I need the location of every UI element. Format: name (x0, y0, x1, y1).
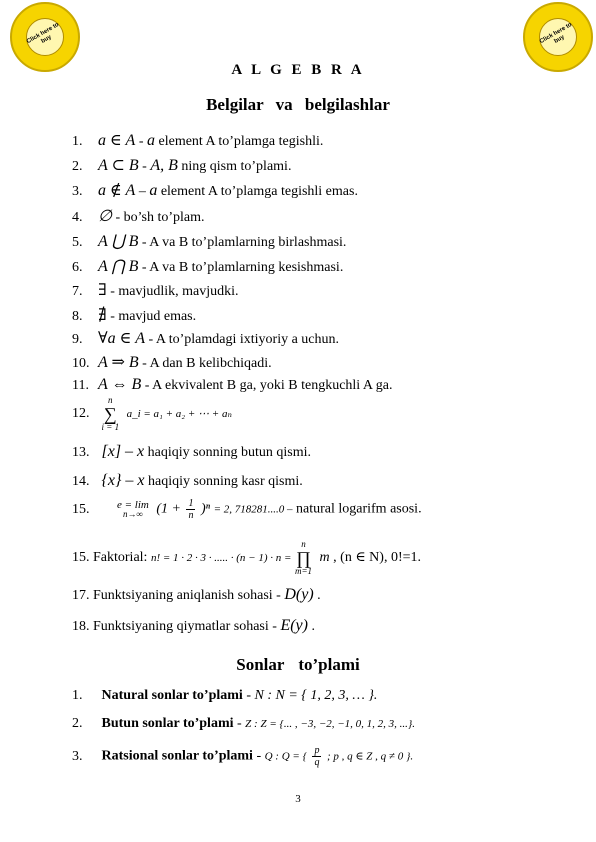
item-symbol-secondary: A, B (150, 157, 178, 174)
section-title-notation: Belgilar va belgilashlar (206, 95, 390, 114)
item-symbol: E(y) (280, 617, 308, 634)
item-dash: - (135, 134, 147, 149)
fraction-numerator: p (314, 745, 320, 756)
sum-expression: a_i = a₁ + a₂ + ⋯ + aₙ (126, 408, 232, 421)
item-number: 15. (72, 501, 90, 517)
item-number: 5. (72, 235, 83, 250)
item-symbol: A ⋂ B (98, 258, 139, 275)
list-item-18 (72, 617, 556, 635)
list-item-13 (72, 443, 556, 461)
item-text: A va B to’plamlarning birlashmasi. (149, 235, 347, 250)
list-item-14 (72, 472, 556, 490)
product-symbol (295, 540, 312, 576)
factorial-label: Faktorial: (93, 550, 148, 566)
list-item-4 (72, 206, 556, 226)
list-item-7 (72, 280, 556, 300)
set-definition: Z : Z = {... , −3, −2, −1, 0, 1, 2, 3, ...}. (245, 718, 416, 730)
item-number: 9. (72, 332, 83, 347)
item-number: 1. (72, 688, 83, 703)
list-item-6 (72, 256, 556, 276)
item-symbol-secondary: a (149, 182, 158, 199)
item-number: 10. (72, 356, 90, 371)
item-dash: – (135, 184, 150, 199)
item-number: 12. (72, 406, 90, 422)
watermark-inner (539, 18, 577, 56)
item-number: 17. (72, 588, 90, 603)
item-text: haqiqiy sonning butun qismi. (147, 445, 311, 460)
fraction-p-over-q (312, 745, 321, 768)
set-label: Natural sonlar to’plami (101, 688, 243, 703)
product-bottom: m=1 (294, 566, 313, 576)
item-text: A to’plamdagi ixtiyoriy a uchun. (155, 332, 340, 347)
item-text: A va B to’plamlarning kesishmasi. (149, 260, 344, 275)
item-symbol: A ⋃ B (98, 233, 139, 250)
item-text: mavjudlik, mavjudki. (118, 284, 239, 299)
fraction-1-over-n (186, 498, 195, 521)
set-item-integer (72, 716, 556, 732)
set-label: Ratsional sonlar to’plami (101, 748, 253, 764)
item-text: Funktsiyaning aniqlanish sohasi - (93, 588, 285, 603)
item-dash: - (144, 332, 156, 347)
item-symbol: A ⊂ B (98, 157, 139, 174)
list-item-8 (72, 305, 556, 325)
item-text: mavjud emas. (118, 309, 197, 324)
list-item-9 (72, 328, 556, 348)
set-dash: - (246, 688, 255, 703)
product-top: n (301, 539, 306, 549)
set-definition-post: ; p , q ∈ Z , q ≠ 0 }. (326, 750, 414, 763)
list-item-15 (72, 498, 556, 521)
item-text: natural logarifm asosi. (296, 501, 422, 517)
factorial-expression: n! = 1 · 2 · 3 · ..... · (n − 1) · n = (150, 552, 292, 565)
set-definition: N : N = { 1, 2, 3, … }. (254, 688, 378, 703)
sum-top: n (108, 395, 113, 405)
sum-operator: ∑ (103, 404, 117, 424)
item-symbol: ∄ (98, 307, 107, 324)
item-text: A ekvivalent B ga, yoki B tengkuchli A ga. (152, 378, 393, 393)
product-operator: ∏ (296, 548, 311, 568)
item-dash: - (141, 378, 153, 393)
item-symbol-secondary: a (147, 132, 155, 149)
set-label: Butun sonlar to’plami (101, 716, 234, 731)
page-number: 3 (295, 793, 301, 805)
set-dash: - (256, 748, 265, 764)
item-dash: - (138, 235, 150, 250)
item-symbol: D(y) (284, 586, 314, 603)
item-number: 3. (72, 184, 83, 199)
list-item-17 (72, 586, 556, 604)
watermark-inner-text: Click here to buy (25, 21, 61, 46)
item-dash: - (106, 284, 119, 299)
item-symbol: ∀a ∈ A (98, 330, 145, 347)
set-dash: - (237, 716, 246, 731)
item-text: element A to’plamga tegishli. (155, 134, 324, 149)
item-dash: - (138, 356, 150, 371)
item-number: 13. (72, 445, 90, 460)
item-end: . (311, 619, 315, 634)
sum-symbol (102, 396, 120, 432)
list-item-3 (72, 180, 556, 200)
item-number: 2. (72, 159, 83, 174)
item-symbol: ∃ (98, 282, 107, 299)
list-item-factorial (72, 540, 556, 576)
limit-subscript: n→∞ (122, 508, 143, 519)
list-item-1 (72, 130, 556, 150)
item-number: 4. (72, 210, 83, 225)
fraction-denominator: n (188, 510, 194, 521)
item-text: - bo’sh to’plam. (111, 210, 205, 225)
limit-close: )ⁿ (200, 501, 211, 517)
set-item-rational (72, 745, 556, 768)
item-number: 2. (72, 716, 83, 731)
section-title-number-sets: Sonlar to’plami (236, 655, 360, 674)
item-text: A dan B kelibchiqadi. (149, 356, 272, 371)
list-item-2 (72, 155, 556, 175)
item-number: 18. (72, 619, 90, 634)
item-number: 3. (72, 748, 83, 764)
item-text: haqiqiy sonning kasr qismi. (148, 474, 303, 489)
item-dash: - (138, 159, 151, 174)
sum-bottom: i = 1 (101, 422, 120, 432)
limit-lhs: e = lim (117, 498, 149, 511)
list-item-11 (72, 376, 556, 394)
item-symbol: [x] – x (101, 443, 145, 460)
list-item-12 (72, 396, 556, 432)
factorial-tail: , (n ∈ N), 0!=1. (333, 550, 422, 566)
product-argument: m (319, 550, 330, 566)
fraction-numerator: 1 (188, 498, 194, 509)
watermark-inner-text: Click here to buy (538, 21, 574, 46)
list-item-5 (72, 231, 556, 251)
item-number: 7. (72, 284, 83, 299)
item-text: ning qism to’plami. (177, 159, 292, 174)
limit-symbol (117, 498, 149, 519)
item-symbol: a ∈ A (98, 132, 136, 149)
item-symbol: A ⇔ B (98, 376, 142, 393)
page-title: A L G E B R A (231, 62, 365, 78)
set-item-natural (72, 688, 556, 704)
item-number: 14. (72, 474, 90, 489)
fraction-denominator: q (314, 757, 320, 768)
item-number: 1. (72, 134, 83, 149)
item-dash: - (138, 260, 150, 275)
list-item-10 (72, 352, 556, 372)
item-text: Funktsiyaning qiymatlar sohasi - (93, 619, 281, 634)
item-symbol: {x} – x (101, 472, 145, 489)
item-text: element A to’plamga tegishli emas. (157, 184, 358, 199)
watermark-inner (26, 18, 64, 56)
item-number: 8. (72, 309, 83, 324)
item-number: 11. (72, 378, 89, 393)
item-end: . (317, 588, 321, 603)
e-value: = 2, 718281....0 – (213, 503, 293, 516)
item-dash: - (106, 309, 119, 324)
set-definition-pre: Q : Q = { (264, 750, 307, 763)
item-symbol: A ⇒ B (98, 354, 139, 371)
item-symbol: a ∉ A (98, 182, 136, 199)
item-number: 6. (72, 260, 83, 275)
item-symbol: ∅ (98, 208, 112, 225)
item-number: 15. (72, 550, 90, 566)
limit-open: (1 + (156, 501, 181, 517)
